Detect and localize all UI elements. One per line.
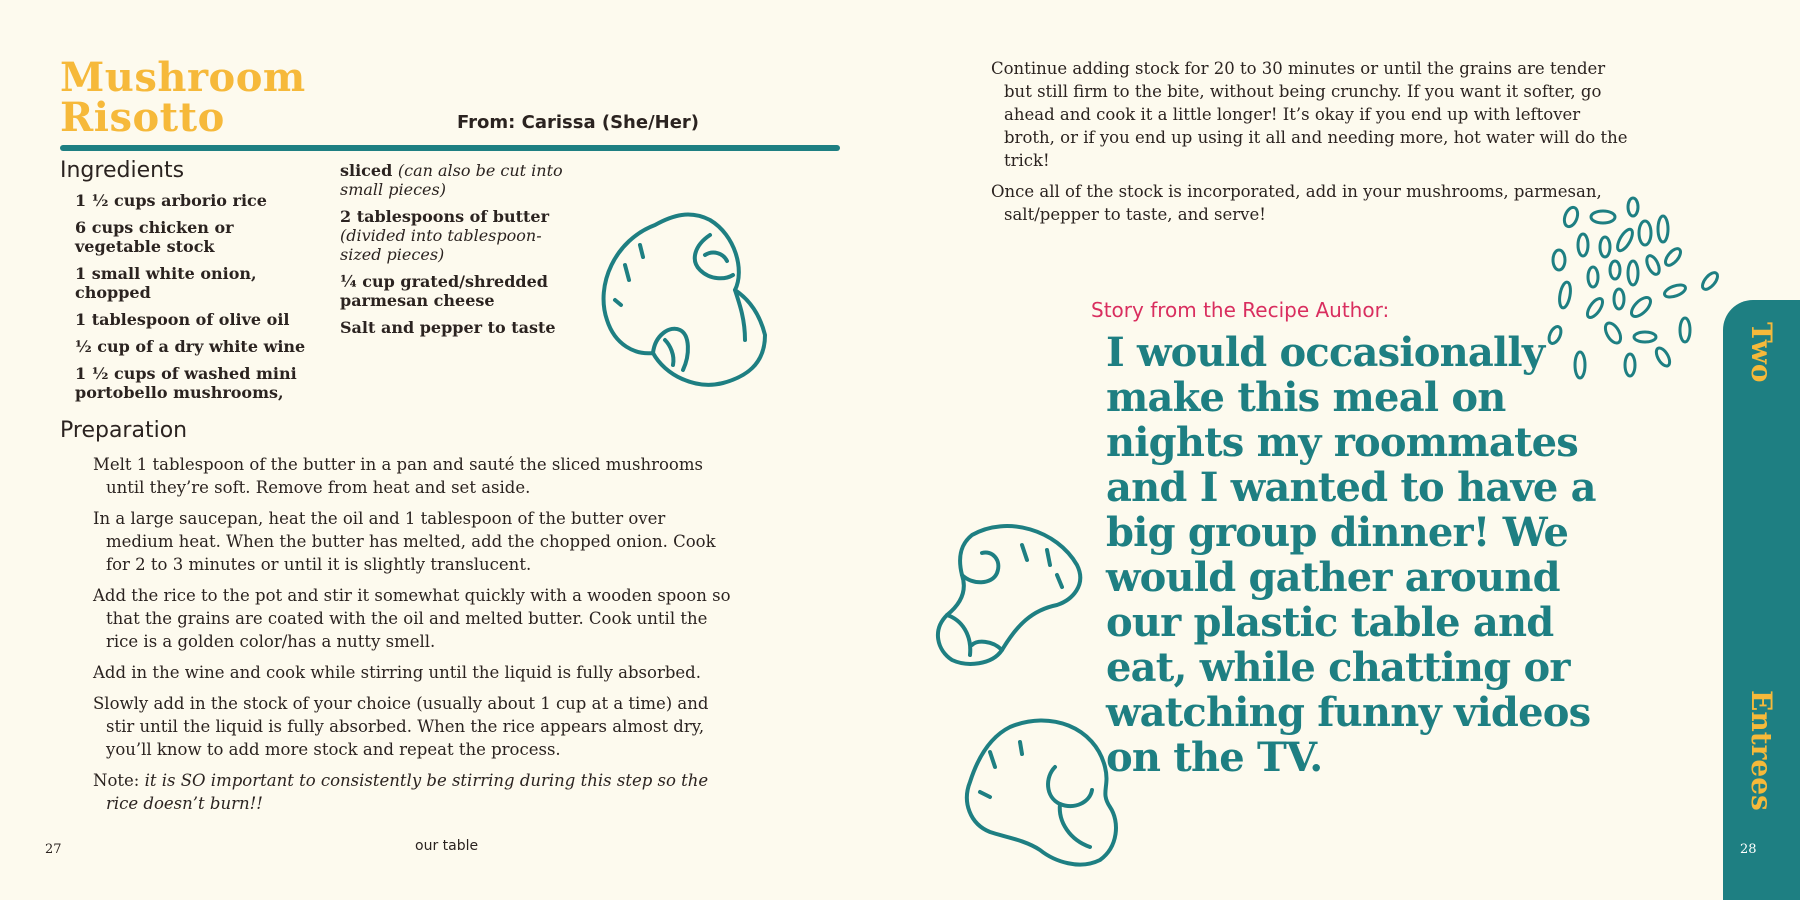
ingredient-item: 6 cups chicken or vegetable stock (75, 218, 234, 256)
left-page-number: 27 (45, 842, 62, 857)
ingredient-item: 1 ½ cups arborio rice (75, 191, 267, 210)
preparation-note (93, 769, 733, 815)
ingredient-item: ½ cup of a dry white wine (75, 337, 306, 356)
chapter-name: Entrees (1745, 690, 1778, 811)
ingredient-item: 1 small white onion, chopped (75, 264, 257, 302)
ingredients-list-col1 (75, 191, 320, 410)
recipe-title-line2: Risotto (60, 94, 225, 141)
ingredient-item (340, 318, 580, 337)
ingredient-note: (can also be cut into small pieces) (340, 161, 563, 199)
recipe-title (60, 54, 360, 141)
ingredient-item (340, 161, 580, 199)
ingredient-text: ¼ cup grated/shredded parmesan cheese (340, 272, 548, 310)
preparation-step: Melt 1 tablespoon of the butter in a pan and sauté the sliced mushrooms until they’re soft. Remove from heat and set aside. (93, 455, 703, 497)
mushroom-slice-icon (932, 515, 1092, 675)
ingredient-text: sliced (340, 161, 393, 180)
note-text: it is SO important to consistently be stirring during this step so the rice doesn’t burn!! (106, 771, 709, 813)
header-divider (60, 145, 840, 151)
ingredient-text: Salt and pepper to taste (340, 318, 556, 337)
book-title: our table (415, 838, 479, 854)
note-label: Note: (93, 771, 145, 790)
preparation-step: Continue adding stock for 20 to 30 minutes or until the grains are tender but still firm to the bite, without being crunchy. If you want it softer, go ahead and cook it a little longer! It’s okay if you end up with leftover broth, or if you end up using it all and needing more, hot water will do the trick! (991, 59, 1628, 170)
ingredient-item (340, 272, 580, 310)
recipe-author: From: Carissa (She/Her) (457, 112, 700, 133)
ingredient-item: 1 ½ cups of washed mini portobello mushrooms, (75, 364, 297, 402)
mushroom-slice-icon (595, 205, 775, 395)
ingredient-note: (divided into tablespoon-sized pieces) (340, 226, 542, 264)
preparation-step: Slowly add in the stock of your choice (usually about 1 cup at a time) and stir until the liquid is fully absorbed. When the rice appears almost dry, you’ll know to add more stock and repeat the process. (93, 694, 709, 759)
preparation-step: Add in the wine and cook while stirring until the liquid is fully absorbed. (93, 663, 701, 682)
preparation-step: Once all of the stock is incorporated, add in your mushrooms, parmesan, salt/pepper to taste, and serve! (991, 182, 1602, 224)
ingredients-list-col2 (340, 161, 580, 345)
recipe-title-line1: Mushroom (60, 54, 306, 101)
chapter-tab (1723, 300, 1800, 900)
preparation-step: In a large saucepan, heat the oil and 1 tablespoon of the butter over medium heat. When the butter has melted, add the chopped onion. Cook for 2 to 3 minutes or until it is slightly translucent. (93, 509, 716, 574)
right-page-number: 28 (1740, 842, 1757, 857)
story-quote: I would occasionally make this meal on nights my roommates and I wanted to have a big group dinner! We would gather around our plastic table and eat, while chatting or watching funny videos on the TV. (1106, 329, 1596, 781)
ingredient-item (340, 207, 580, 264)
mushroom-slice-icon (960, 712, 1130, 872)
ingredients-heading: Ingredients (60, 158, 185, 183)
preparation-step: Add the rice to the pot and stir it somewhat quickly with a wooden spoon so that the grains are coated with the oil and melted butter. Cook until the rice is a golden color/has a nutty smell. (93, 586, 731, 651)
chapter-number: Two (1745, 322, 1778, 383)
preparation-heading: Preparation (60, 418, 188, 443)
ingredient-item: 1 tablespoon of olive oil (75, 310, 290, 329)
story-label: Story from the Recipe Author: (1091, 298, 1390, 322)
preparation-steps (93, 453, 733, 823)
ingredient-text: 2 tablespoons of butter (340, 207, 549, 226)
preparation-steps-continued (991, 57, 1631, 234)
